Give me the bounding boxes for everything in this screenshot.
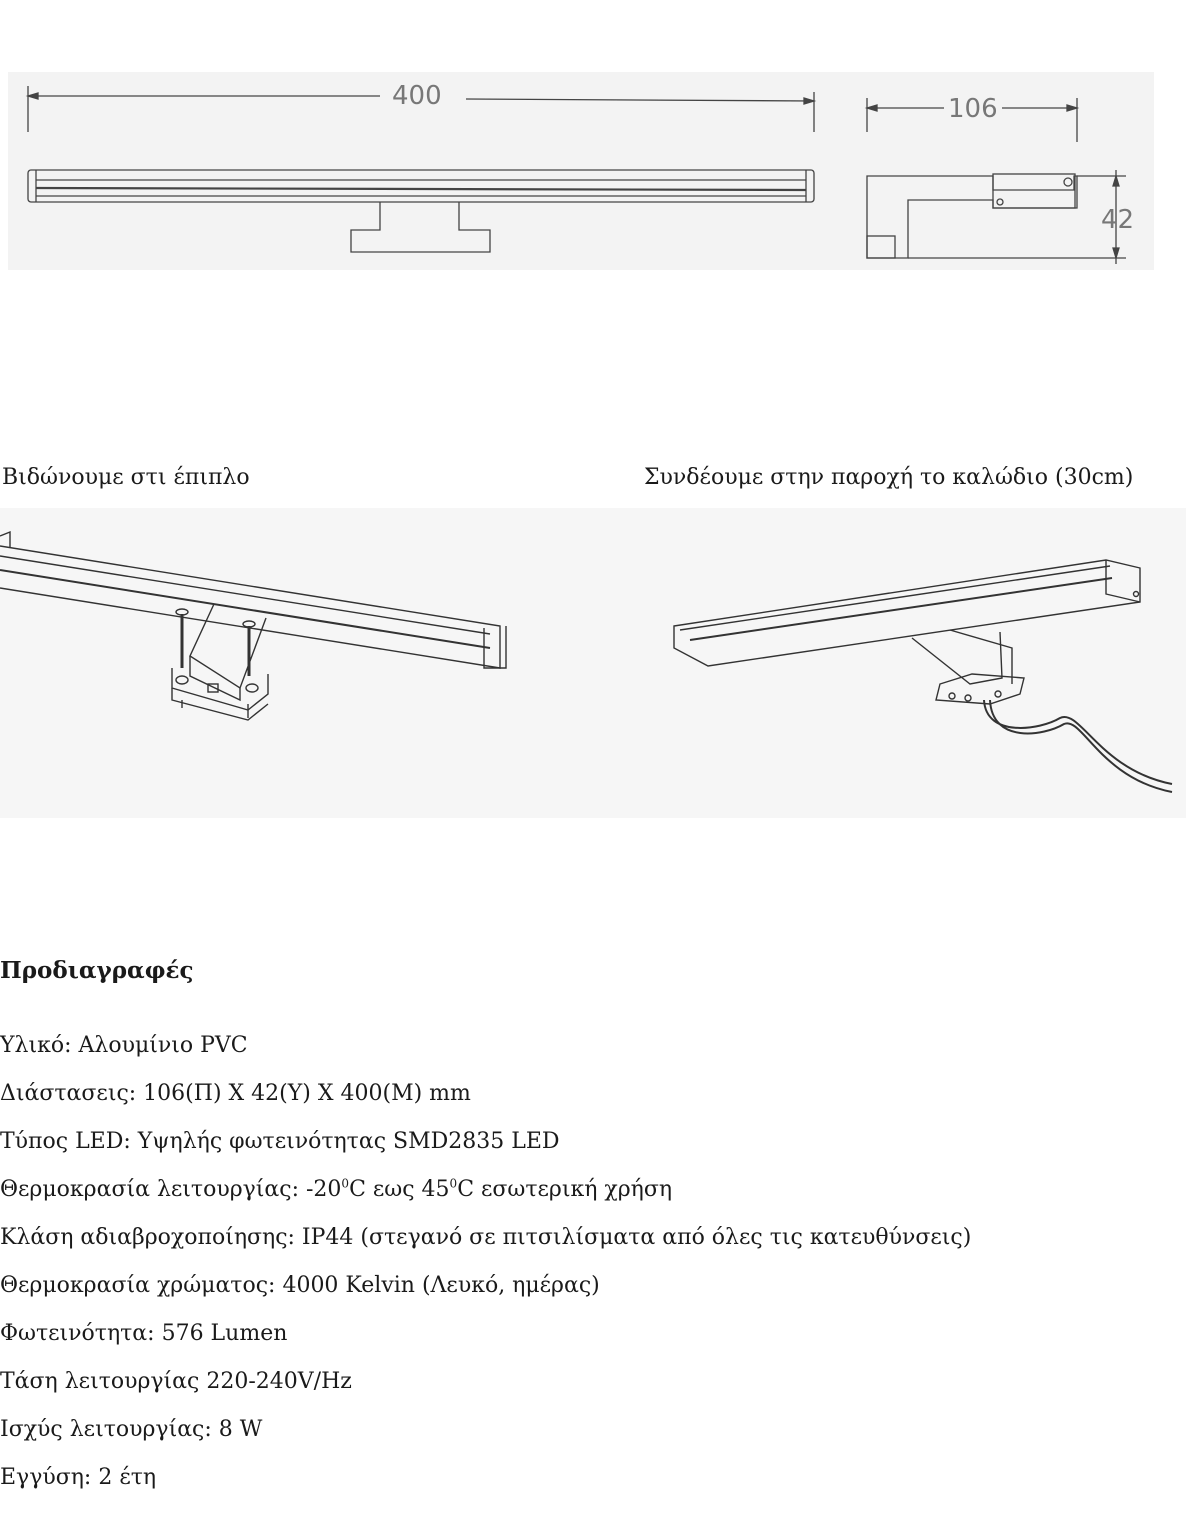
dimension-drawing-svg (8, 72, 1154, 270)
spec-voltage: Τάση λειτουργίας 220-240V/Hz (0, 1369, 352, 1394)
spec-dimensions: Διάστασεις: 106(Π) Χ 42(Υ) Χ 400(Μ) mm (0, 1081, 471, 1106)
spec-waterproof-class: Κλάση αδιαβροχοποίησης: IP44 (στεγανό σε πιτσιλίσματα από όλες τις κατευθύνσεις) (0, 1225, 972, 1250)
dim-length-label: 400 (392, 81, 442, 111)
spec-temp-degree: 0 (341, 1176, 350, 1191)
spec-warranty: Εγγύση: 2 έτη (0, 1465, 157, 1490)
dim-depth-label: 106 (948, 94, 998, 124)
specs-list (0, 1031, 971, 1511)
spec-luminosity: Φωτεινότητα: 576 Lumen (0, 1321, 288, 1346)
spec-led-type: Τύπος LED: Υψηλής φωτεινότητας SMD2835 LED (0, 1129, 560, 1154)
specs-title: Προδιαγραφές (0, 957, 194, 984)
installation-illustrations (0, 508, 1186, 818)
spec-power: Ισχύς λειτουργίας: 8 W (0, 1417, 263, 1442)
spec-temp-suffix: C εσωτερική χρήση (457, 1177, 673, 1202)
spec-temp-mid: C εως 45 (349, 1177, 450, 1202)
installation-svg (0, 508, 1186, 818)
cable-connection-illustration (674, 560, 1172, 792)
screw-mount-illustration (0, 532, 506, 720)
spec-temp-prefix: Θερμοκρασία λειτουργίας: -20 (0, 1177, 342, 1202)
spec-color-temperature: Θερμοκρασία χρώματος: 4000 Kelvin (Λευκό, ημέρας) (0, 1273, 600, 1298)
caption-connect-cable: Συνδέουμε στην παροχή το καλώδιο (30cm) (644, 465, 1134, 490)
caption-screw-to-furniture: Βιδώνουμε στι έπιπλο (2, 465, 250, 490)
dim-height-label: 42 (1101, 205, 1135, 235)
spec-temp-degree-2: 0 (449, 1176, 458, 1191)
spec-operating-temperature (0, 1175, 971, 1223)
spec-material: Υλικό: Αλουμίνιο PVC (0, 1033, 248, 1058)
technical-drawing (8, 72, 1154, 270)
